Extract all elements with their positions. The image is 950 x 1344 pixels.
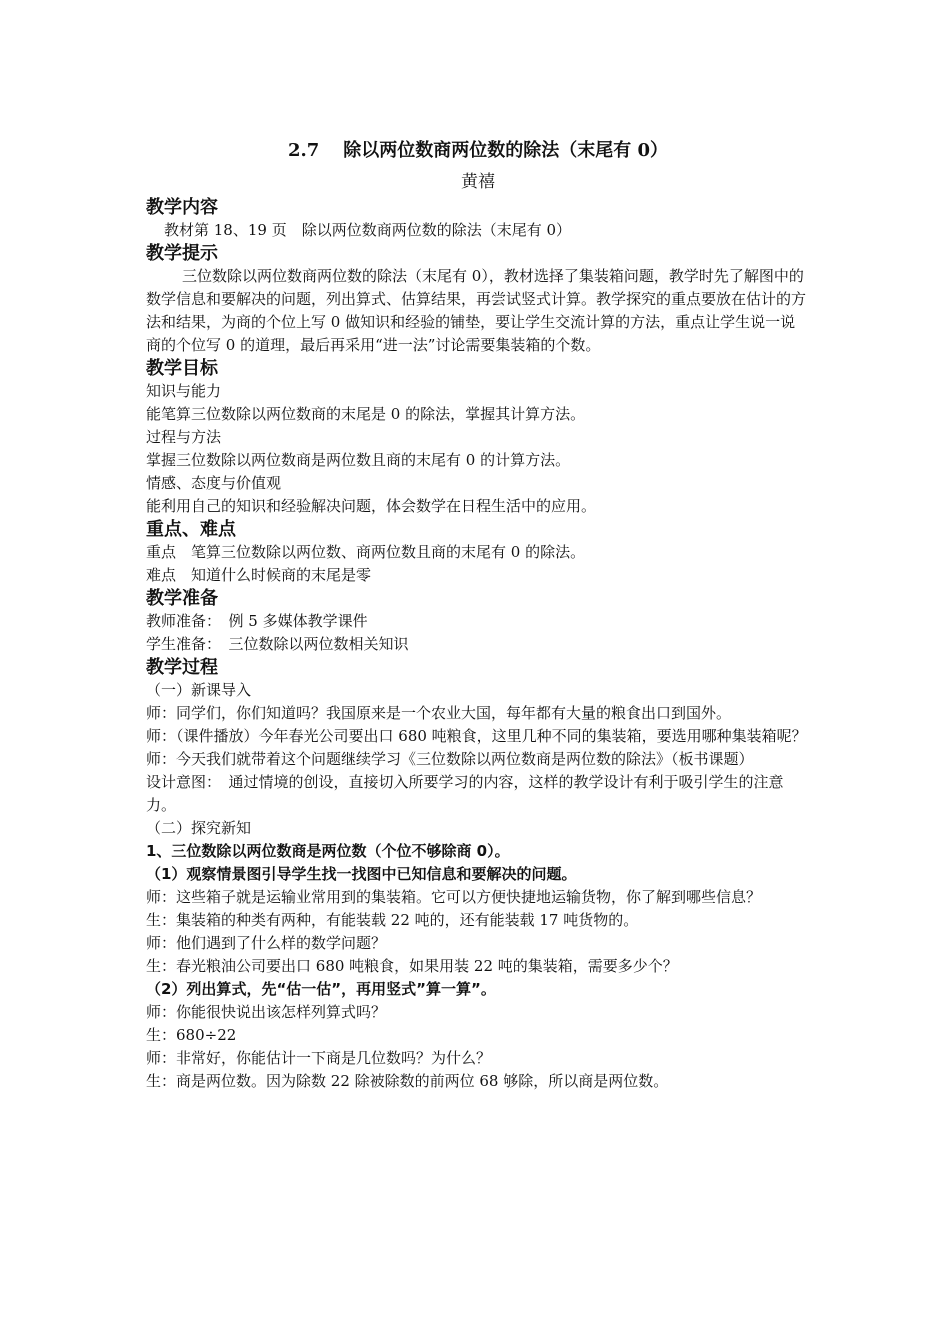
- design-intent: 设计意图： 通过情境的创设，直接切入所要学习的内容，这样的教学设计有利于吸引学生的注意力。: [146, 773, 784, 814]
- title-number: 2.7: [287, 140, 320, 161]
- content-text: 教材第 18、19 页 除以两位数商两位数的除法（末尾有 0）: [164, 221, 572, 239]
- bold-step: 1、三位数除以两位数商是两位数（个位不够除商 0）。: [146, 842, 510, 860]
- goal-line: 掌握三位数除以两位数商是两位数且商的末尾有 0 的计算方法。: [146, 451, 571, 469]
- dialogue-line: 师：你能很快说出该怎样列算式吗？: [146, 1003, 387, 1021]
- heading-content: 教学内容: [146, 197, 218, 218]
- preparation-line: 学生准备： 三位数除以两位数相关知识: [146, 635, 409, 653]
- bold-step: （1）观察情景图引导学生找一找图中已知信息和要解决的问题。: [146, 865, 577, 883]
- dialogue-line: 生：商是两位数。因为除数 22 除被除数的前两位 68 够除，所以商是两位数。: [146, 1072, 669, 1090]
- goal-line: 知识与能力: [146, 382, 222, 400]
- key-point-line: 难点 知道什么时候商的末尾是零: [146, 566, 372, 584]
- heading-tips: 教学提示: [146, 243, 218, 264]
- dialogue-line: 生：680÷22: [146, 1026, 237, 1044]
- key-point-line: 重点 笔算三位数除以两位数、商两位数且商的末尾有 0 的除法。: [146, 543, 586, 561]
- dialogue-line: 生：集装箱的种类有两种，有能装载 22 吨的，还有能装载 17 吨货物的。: [146, 911, 639, 929]
- document-page: [146, 136, 810, 1093]
- dialogue-line: 生：春光粮油公司要出口 680 吨粮食，如果用装 22 吨的集装箱，需要多少个？: [146, 957, 678, 975]
- document-title: [146, 136, 810, 166]
- title-text: 除以两位数商两位数的除法（末尾有 0）: [343, 140, 669, 161]
- heading-preparation: 教学准备: [146, 588, 218, 609]
- goal-line: 能利用自己的知识和经验解决问题，体会数学在日程生活中的应用。: [146, 497, 597, 515]
- dialogue-line: 师：他们遇到了什么样的数学问题？: [146, 934, 387, 952]
- sub-heading: （一）新课导入: [146, 681, 252, 699]
- heading-goals: 教学目标: [146, 358, 218, 379]
- heading-process: 教学过程: [146, 657, 218, 678]
- goal-line: 情感、态度与价值观: [146, 474, 282, 492]
- heading-key-points: 重点、难点: [146, 519, 236, 540]
- goal-line: 能笔算三位数除以两位数商的末尾是 0 的除法，掌握其计算方法。: [146, 405, 586, 423]
- dialogue-line: 师：这些箱子就是运输业常用到的集装箱。它可以方便快捷地运输货物，你了解到哪些信息？: [146, 888, 762, 906]
- dialogue-line: 师：同学们，你们知道吗？我国原来是一个农业大国，每年都有大量的粮食出口到国外。: [146, 704, 732, 722]
- tips-text: 三位数除以两位数商两位数的除法（末尾有 0），教材选择了集装箱问题，教学时先了解图中的数学信息和要解决的问题，列出算式、估算结果，再尝试竖式计算。教学探究的重点要放在估计的方法和结果，为商的个位上写 0 做知识和经验的铺垫，要让学生交流计算的方法，重点让学生说一说商的个位写 0 的道理，最后再采用“进一法”讨论需要集装箱的个数。: [146, 267, 807, 354]
- dialogue-line: 师：今天我们就带着这个问题继续学习《三位数除以两位数商是两位数的除法》（板书课题）: [146, 750, 754, 768]
- dialogue-line: 师：非常好，你能估计一下商是几位数吗？为什么？: [146, 1049, 492, 1067]
- goal-line: 过程与方法: [146, 428, 222, 446]
- preparation-line: 教师准备： 例 5 多媒体教学课件: [146, 612, 368, 630]
- sub-heading: （二）探究新知: [146, 819, 252, 837]
- dialogue-line: 师：（课件播放）今年春光公司要出口 680 吨粮食，这里几种不同的集装箱，要选用哪种集装箱呢？: [146, 727, 807, 745]
- bold-step: （2）列出算式，先“估一估”，再用竖式”算一算”。: [146, 980, 496, 998]
- author: 黄禧: [461, 172, 495, 192]
